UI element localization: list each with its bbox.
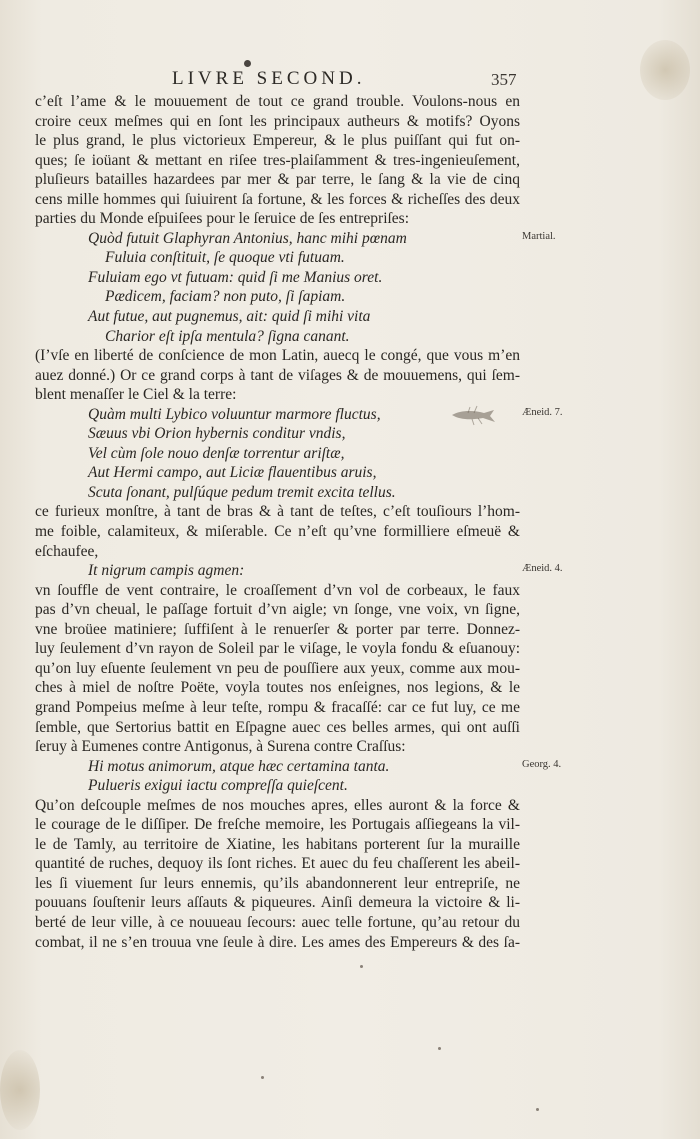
verse-line: Scuta ſonant, pulſúque pedum tremit excita tellus.: [88, 483, 396, 501]
verse-line: Pædicem, faciam? non puto, ſi ſapiam.: [105, 288, 346, 306]
text-line: grand Pompeius meſme à leur teſte, rompu & fracaſſé: car ce fut luy, ce me: [35, 698, 520, 716]
text-line: ches à miel de noſtre Poëte, voyla toutes nos enſeignes, nos legions, & le: [35, 679, 520, 697]
verse-line: Aut Hermi campo, aut Liciæ flauentibus aruis,: [88, 464, 377, 482]
verse-line: Vel cùm ſole nouo denſæ torrentur ariſtæ,: [88, 444, 345, 462]
running-head: LIVRE SECOND.: [172, 68, 366, 89]
text-line: le de Tamly, au territoire de Xiatine, les habitans porterent ſur la muraille: [35, 835, 520, 853]
text-line: eſchaufee,: [35, 542, 99, 560]
verse-line: Aut futue, aut pugnemus, ait: quid ſi mihi vita: [88, 308, 371, 326]
text-line: vne broüee matiniere; ſuffiſent à le renuerſer & porter par terre. Donnez-: [35, 620, 520, 638]
text-line: me foible, calamiteux, & miſerable. Ce n’eſt qu’vne formilliere eſmeuë &: [35, 523, 520, 541]
text-line: berté de leur ville, à ce nouueau ſecours: auec telle fortune, qu’au retour du: [35, 913, 520, 931]
text-line: le courage de le diſſiper. De freſche memoire, les Portugais aſſiegeans la vil-: [35, 816, 520, 834]
text-line: (I’vſe en liberté de conſcience de mon Latin, auecq le congé, que vous m’en: [35, 347, 520, 365]
verse-line: Sæuus vbi Orion hybernis conditur vndis,: [88, 425, 346, 443]
text-line: quantité de ruches, dequoy ils ſont riches. Et auec du feu chaſſerent les abeil-: [35, 855, 520, 873]
text-line: ſeruy à Eumenes contre Antigonus, à Surena contre Craſſus:: [35, 738, 406, 756]
verse-line: Fuluiam ego vt futuam: quid ſi me Manius oret.: [88, 268, 383, 286]
verse-line: Quàm multi Lybico voluuntur marmore fluctus,: [88, 405, 381, 423]
page-header: [0, 68, 700, 92]
verse-line: Fuluia conſtituit, ſe quoque vti futuam.: [105, 249, 345, 267]
verse-line: Quòd futuit Glaphyran Antonius, hanc mihi pœnam: [88, 229, 407, 247]
margin-note: Martial.: [522, 230, 556, 242]
text-line: pas d’vn cheual, le paſſage fortuit d’vn aigle; vn ſonge, vne voix, vn ſigne,: [35, 601, 520, 619]
text-line: qu’on luy eſuente ſeulement vn peu de pouſſiere aux yeux, comme aux mou-: [35, 659, 520, 677]
text-line: les ſi viuement ſur leurs ennemis, qu’ils abandonnerent leur entrepriſe, ne: [35, 874, 520, 892]
header-ornament: [244, 60, 251, 67]
main-text: [35, 92, 520, 952]
text-line: vn ſouffle de vent contraire, le croaſſement d’vn vol de corbeaux, le faux: [35, 581, 520, 599]
text-line: pouuans ſouſtenir leurs aſſauts & piqueures. Ainſi demeura la victoire & li-: [35, 894, 520, 912]
margin-note: Æneid. 7.: [522, 406, 563, 418]
foxing-stain: [0, 1050, 40, 1130]
text-line: ſemble, que Sertorius battit en Eſpagne auec ces belles armes, qui ont auſſi: [35, 718, 520, 736]
text-line: luy ſeulement d’vn rayon de Soleil par le viſage, le voyla fondu & eſuanouy:: [35, 640, 520, 658]
verse-line: It nigrum campis agmen:: [88, 562, 245, 580]
margin-note: Georg. 4.: [522, 758, 562, 770]
paper-speck: [261, 1076, 264, 1079]
paper-speck: [360, 965, 363, 968]
paper-speck: [438, 1047, 441, 1050]
text-line: cens mille hommes qui ſuiuirent ſa fortune, & les forces & richeſſes des deux: [35, 190, 520, 208]
text-line: Qu’on deſcouple meſmes de nos mouches apres, elles auront & la force &: [35, 796, 520, 814]
text-line: pluſieurs batailles hazardees par mer & par terre, le ſang & la vie de cinq: [35, 171, 520, 189]
page-number: 357: [491, 70, 517, 89]
paper-speck: [536, 1108, 539, 1111]
text-line: c’eſt l’ame & le mouuement de tout ce grand trouble. Voulons-nous en: [35, 93, 520, 110]
text-line: le plus grand, le plus victorieux Empereur, & le plus puiſſant qui fut on-: [35, 132, 520, 150]
text-line: ques; ſe ioüant & mettant en riſee tres-plaiſamment & tres-ingenieuſement,: [35, 151, 520, 169]
text-line: croire ceux meſmes qui en ſont les principaux autheurs & motifs? Oyons: [35, 112, 520, 130]
verse-line: Hi motus animorum, atque hæc certamina tanta.: [88, 757, 390, 775]
text-line: ce furieux monſtre, à tant de bras & à tant de teſtes, c’eſt touſiours l’hom-: [35, 503, 520, 521]
margin-note: Æneid. 4.: [522, 563, 563, 575]
text-line: parties du Monde eſpuiſees pour le ſeruice de ſes entrepriſes:: [35, 210, 410, 228]
verse-line: Pulueris exigui iactu compreſſa quieſcent.: [88, 777, 348, 795]
text-line: blent menaſſer le Ciel & la terre:: [35, 386, 237, 404]
text-line: combat, il ne s’en trouua vne ſeule à dire. Les ames des Empereurs & des ſa-: [35, 933, 520, 951]
text-line: auez donné.) Or ce grand corps à tant de viſages & de mouuemens, qui ſem-: [35, 366, 520, 384]
verse-line: Charior eſt ipſa mentula? ſigna canant.: [105, 327, 350, 345]
